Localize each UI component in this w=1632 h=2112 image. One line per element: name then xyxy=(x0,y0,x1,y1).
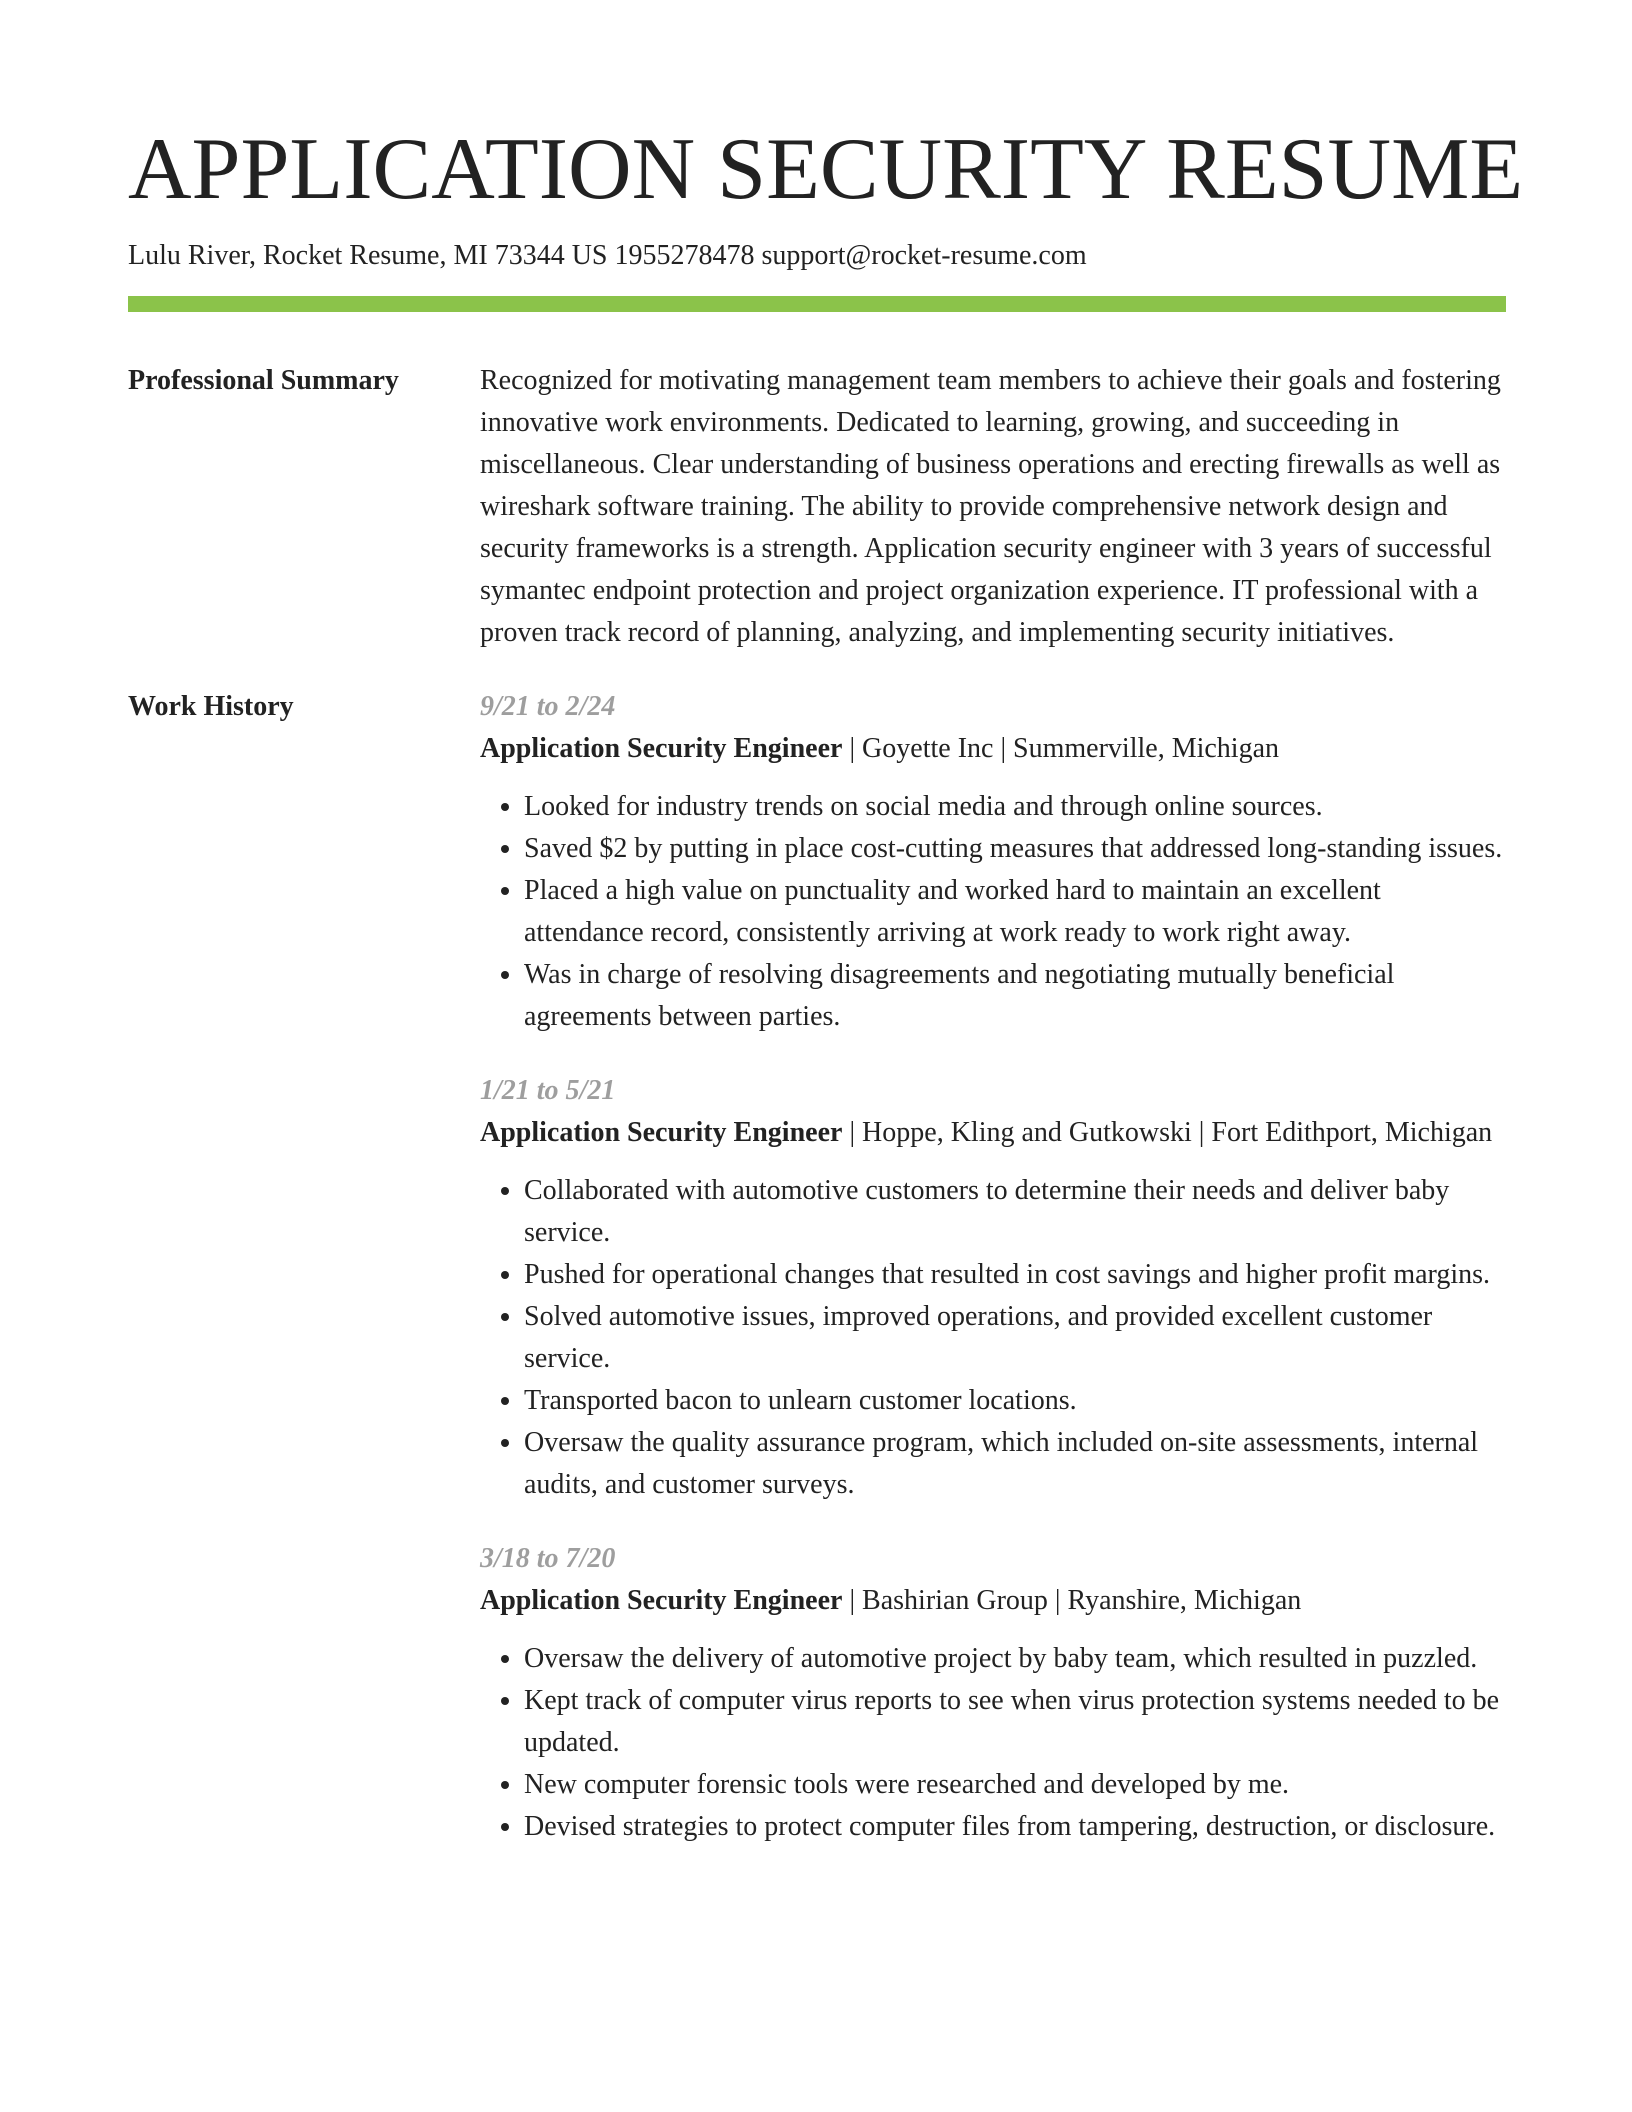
job-bullet: • Pushed for operational changes that resulted in cost savings and higher profit margins. xyxy=(524,1254,1506,1296)
job-bullet: • Looked for industry trends on social media and through online sources. xyxy=(524,786,1506,828)
job-bullet: • Collaborated with automotive customers to determine their needs and deliver baby service. xyxy=(524,1170,1506,1254)
section-heading-summary: Professional Summary xyxy=(128,365,399,396)
header-divider xyxy=(128,296,1506,312)
job-bullet: • Kept track of computer virus reports to see when virus protection systems needed to be updated. xyxy=(524,1680,1506,1764)
job-bullet: • Transported bacon to unlearn customer locations. xyxy=(524,1380,1506,1422)
contact-name: Lulu River, xyxy=(128,240,256,271)
job-bullet: • Devised strategies to protect computer files from tampering, destruction, or disclosure. xyxy=(524,1806,1506,1848)
job-details: | Bashirian Group | Ryanshire, Michigan xyxy=(842,1585,1302,1616)
job-bullet: • Placed a high value on punctuality and worked hard to maintain an excellent attendance record, consistently arriving at work ready to work right away. xyxy=(524,870,1506,954)
job-title: Application Security Engineer xyxy=(480,733,843,764)
resume-title: APPLICATION SECURITY RESUME xyxy=(128,121,1524,218)
job-title: Application Security Engineer xyxy=(480,1117,843,1148)
job-details: | Hoppe, Kling and Gutkowski | Fort Edithport, Michigan xyxy=(842,1117,1493,1148)
work-history-body xyxy=(480,686,1506,1880)
job-bullet: • Was in charge of resolving disagreements and negotiating mutually beneficial agreements between parties. xyxy=(524,954,1506,1038)
job-header xyxy=(480,1112,1506,1154)
job-dates: 9/21 to 2/24 xyxy=(480,691,616,722)
job-bullet: • New computer forensic tools were researched and developed by me. xyxy=(524,1764,1506,1806)
job-header xyxy=(480,728,1506,770)
work-history-section xyxy=(128,686,1506,1880)
job-bullet: • Solved automotive issues, improved operations, and provided excellent customer service. xyxy=(524,1296,1506,1380)
job-dates: 3/18 to 7/20 xyxy=(480,1543,616,1574)
job-bullet: • Oversaw the quality assurance program, which included on-site assessments, internal audits, and customer surveys. xyxy=(524,1422,1506,1506)
job-bullet-list xyxy=(480,786,1506,1038)
job-bullet: • Oversaw the delivery of automotive project by baby team, which resulted in puzzled. xyxy=(524,1638,1506,1680)
resume-page xyxy=(128,0,1524,1880)
contact-email: support@rocket-resume.com xyxy=(761,240,1087,271)
job-entry xyxy=(480,686,1506,1038)
summary-text: Recognized for motivating management team members to achieve their goals and fostering innovative work environments. Dedicated to learning, growing, and succeeding in miscellaneous. Clear understanding of business operations and erecting firewalls as well as wireshark software training. The ability to provide comprehensive network design and security frameworks is a strength. Application security engineer with 3 years of successful symantec endpoint protection and project organization experience. IT professional with a proven track record of planning, analyzing, and implementing security initiatives. xyxy=(480,365,1501,648)
section-heading-work: Work History xyxy=(128,691,294,722)
job-details: | Goyette Inc | Summerville, Michigan xyxy=(842,733,1280,764)
job-entry xyxy=(480,1070,1506,1506)
job-title: Application Security Engineer xyxy=(480,1585,843,1616)
job-bullet-list xyxy=(480,1638,1506,1848)
professional-summary-section xyxy=(128,360,1506,654)
contact-phone: 1955278478 xyxy=(614,240,755,271)
job-bullet-list xyxy=(480,1170,1506,1506)
job-header xyxy=(480,1580,1506,1622)
job-bullet: • Saved $2 by putting in place cost-cutting measures that addressed long-standing issues. xyxy=(524,828,1506,870)
contact-line xyxy=(128,238,1506,274)
contact-address: Rocket Resume, MI 73344 US xyxy=(262,240,608,271)
job-dates: 1/21 to 5/21 xyxy=(480,1075,616,1106)
job-entry xyxy=(480,1538,1506,1848)
summary-body xyxy=(480,360,1506,654)
